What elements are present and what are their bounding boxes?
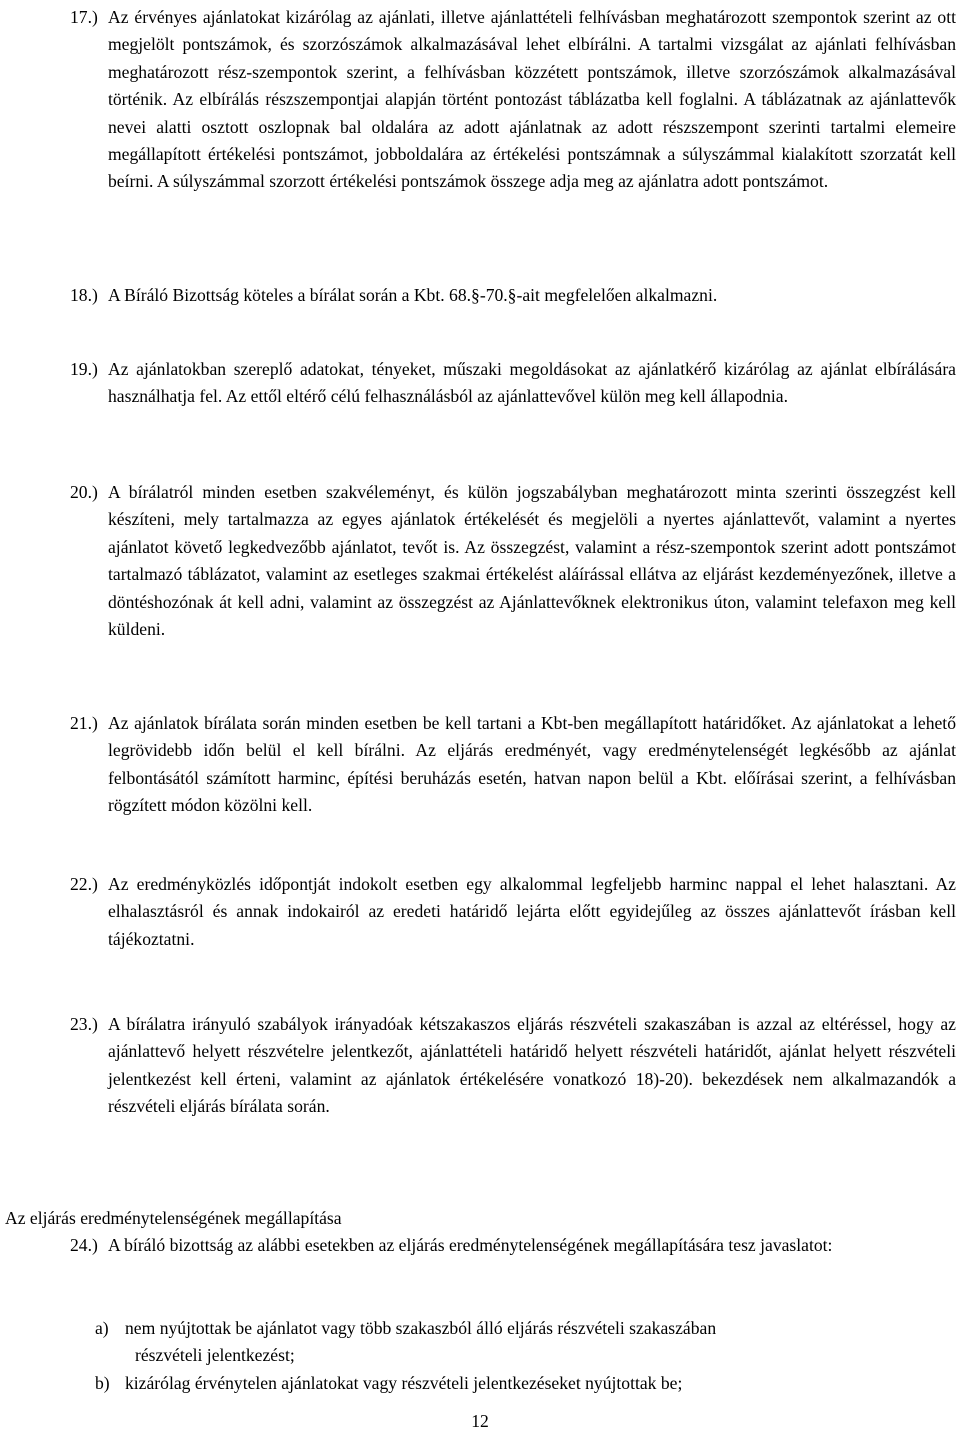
paragraph-text: A bírálatra irányuló szabályok irányadóak kétszakaszos eljárás részvételi szakaszában is azzal az eltéréssel, hogy az ajánlattevő helyett részvételre jelentkezőt, ajánlattételi határidő helyett részvételi határidőt, ajánlat helyett részvételi jelentkezést kell érteni, valamint az ajánlatok értékelésére vonatkozó 18)-20). bekezdések nem alkalmazandók a részvételi eljárás bírálata során. [108, 1014, 956, 1117]
sub-item-line: nem nyújtottak be ajánlatot vagy több szakaszból álló eljárás részvételi szakaszában [125, 1318, 717, 1338]
paragraph-22 [70, 871, 956, 953]
sub-item-list [95, 1315, 956, 1397]
sub-item-text [125, 1315, 956, 1370]
paragraph-text: A Bíráló Bizottság köteles a bírálat során a Kbt. 68.§-70.§-ait megfelelően alkalmazni. [108, 285, 718, 305]
paragraph-21 [70, 710, 956, 820]
paragraph-number: 18.) [70, 285, 98, 305]
paragraph-number: 20.) [70, 482, 98, 502]
paragraph-text: Az érvényes ajánlatokat kizárólag az ajánlati, illetve ajánlattételi felhívásban meghatározott szempontok szerint az ott megjelölt pontszámok, és szorzószámok alkalmazásával lehet elbírálni. A tartalmi vizsgálat az ajánlati felhívásban meghatározott rész-szempontok szerint, a felhívásban közzétett pontszámok, illetve szorzószámok alkalmazásával történik. Az elbírálás részszempontjai alapján történt pontozást táblázatba kell foglalni. A táblázatnak az ajánlattevők nevei alatti osztott oszlopnak bal oldalára az adott ajánlatnak az adott részszempont szerinti tartalmi elemeire megállapított értékelési pontszámot, jobboldalára az értékelési pontszámnak a súlyszámmal kialakított szorzatát kell beírni. A súlyszámmal szorzott értékelési pontszámok összege adja meg az ajánlatra adott pontszámot. [108, 7, 956, 192]
paragraph-number: 19.) [70, 359, 98, 379]
section-heading: Az eljárás eredménytelenségének megállapítása [5, 1208, 342, 1228]
page-number: 12 [471, 1411, 489, 1431]
paragraph-number: 24.) [70, 1235, 98, 1255]
paragraph-20 [70, 479, 956, 643]
paragraph-17 [70, 4, 956, 196]
sub-item-line: kizárólag érvénytelen ajánlatokat vagy részvételi jelentkezéseket nyújtottak be; [125, 1372, 683, 1393]
paragraph-23 [70, 1011, 956, 1121]
sub-item-a [95, 1315, 956, 1370]
sub-item-text [125, 1370, 956, 1397]
sub-item-b [95, 1370, 956, 1397]
paragraph-text: Az ajánlatok bírálata során minden esetben be kell tartani a Kbt-ben megállapított határidőket. Az ajánlatokat a lehető legrövidebb időn belül el kell bírálni. Az eljárás eredményét, vagy eredménytelenségét legkésőbb az ajánlat felbontásától számított harminc, építési beruházás esetén, hatvan napon belül a Kbt. előírásai szerint, a felhívásban rögzített módon közölni kell. [108, 713, 956, 816]
sub-item-line-continued: részvételi jelentkezést; [135, 1345, 295, 1366]
paragraph-text: Az eredményközlés időpontját indokolt esetben egy alkalommal legfeljebb harminc nappal el lehet halasztani. Az elhalasztásról és annak indokairól az eredeti határidő lejárta előtt egyidejűleg az összes ajánlattevőt írásban kell tájékoztatni. [108, 874, 956, 949]
paragraph-text: A bírálatról minden esetben szakvéleményt, és külön jogszabályban meghatározott minta szerinti összegzést kell készíteni, mely tartalmazza az egyes ajánlatok értékelését és megjelöli a nyertes ajánlattevőt, valamint a nyertes ajánlatot követő legkedvezőbb ajánlatot, tevőt is. Az összegzést, valamint a rész-szempontok szerint adott pontszámot tartalmazó táblázatot, valamint az esetleges szakmai értékelést aláírással ellátva az eljárást kezdeményezőnek, illetve a döntéshozónak át kell adni, valamint az összegzést az Ajánlattevőknek elektronikus úton, valamint telefaxon meg kell küldeni. [108, 482, 956, 640]
paragraph-19 [70, 356, 956, 411]
sub-item-letter: a) [95, 1318, 109, 1338]
paragraph-text: Az ajánlatokban szereplő adatokat, tényeket, műszaki megoldásokat az ajánlatkérő kizárólag az ajánlat elbírálására használhatja fel. Az ettől eltérő célú felhasználásból az ajánlattevővel külön meg kell állapodnia. [108, 359, 956, 407]
paragraph-number: 17.) [70, 7, 98, 27]
paragraph-number: 23.) [70, 1014, 98, 1034]
sub-item-letter: b) [95, 1372, 110, 1393]
paragraph-24 [70, 1232, 956, 1259]
paragraph-number: 22.) [70, 874, 98, 894]
paragraph-text: A bíráló bizottság az alábbi esetekben az eljárás eredménytelenségének megállapítására tesz javaslatot: [108, 1235, 833, 1255]
paragraph-18 [70, 282, 956, 309]
paragraph-number: 21.) [70, 713, 98, 733]
